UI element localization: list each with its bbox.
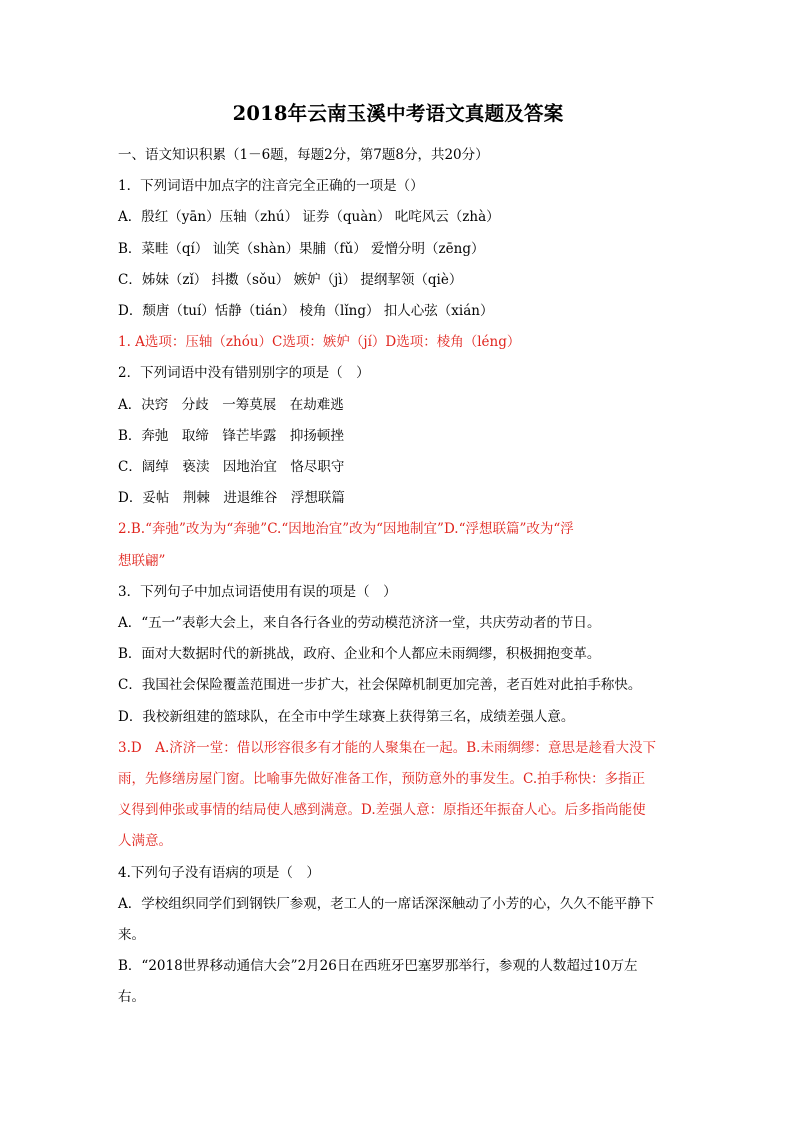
question-3-option-d: D．我校新组建的篮球队，在全市中学生球赛上获得第三名，成绩差强人意。 (118, 708, 575, 725)
question-2-option-d: D．妥帖 荆棘 进退维谷 浮想联篇 (118, 490, 345, 507)
question-2-option-a: A．决窍 分歧 一筹莫展 在劫难逃 (118, 396, 344, 413)
question-1-stem: 1．下列词语中加点字的注音完全正确的一项是（） (118, 178, 424, 195)
question-2-option-c: C．阔绰 亵渎 因地治宜 恪尽职守 (118, 459, 345, 476)
question-1-option-d: D．颓唐（tuí）恬静（tián） 棱角（lǐng） 扣人心弦（xián） (118, 303, 494, 320)
question-3-stem: 3．下列句子中加点词语使用有误的项是（ ） (118, 583, 397, 600)
question-3-option-c: C．我国社会保险覆盖范围进一步扩大，社会保障机制更加完善，老百姓对此拍手称快。 (118, 677, 642, 694)
question-3-answer-line-2: 雨，先修缮房屋门窗。比喻事先做好准备工作，预防意外的事发生。C.拍手称快：多指正 (118, 771, 646, 788)
question-4-option-b-line-2: 右。 (118, 989, 145, 1006)
question-1-answer: 1. A选项：压轴（zhóu）C选项：嫉妒（jí）D选项：棱角（léng） (118, 334, 521, 351)
document-page (118, 98, 678, 1014)
question-1-option-c: C．姊妹（zǐ） 抖擞（sǒu） 嫉妒（jì） 提纲挈领（qiè） (118, 271, 463, 288)
question-1-option-b: B．菜畦（qí） 讪笑（shàn）果脯（fǔ） 爱憎分明（zēng） (118, 240, 485, 257)
question-3-answer-line-4: 人满意。 (118, 833, 172, 850)
question-3-option-a: A．“五一”表彰大会上，来自各行各业的劳动模范济济一堂，共庆劳动者的节日。 (118, 615, 601, 632)
question-3-option-b: B．面对大数据时代的新挑战，政府、企业和个人都应未雨绸缪，积极拥抱变革。 (118, 646, 601, 663)
question-2-answer-line-1: 2.B.“奔弛”改为为“奔驰”C.“因地治宜”改为“因地制宜”D.“浮想联篇”改为“浮 (118, 521, 574, 538)
question-2-answer-line-2: 想联翩” (118, 552, 166, 569)
question-4-option-b-line-1: B．“2018世界移动通信大会”2月26日在西班牙巴塞罗那举行，参观的人数超过10万左 (118, 958, 638, 975)
question-2-option-b: B．奔弛 取缔 锋芒毕露 抑扬顿挫 (118, 427, 344, 444)
question-3-answer-line-3: 义得到伸张或事情的结局使人感到满意。D.差强人意：原指还年振奋人心。后多指尚能使 (118, 802, 646, 819)
question-4-option-a-line-1: A．学校组织同学们到钢铁厂参观，老工人的一席话深深触动了小芳的心，久久不能平静下 (118, 895, 655, 912)
document-title: 2018年云南玉溪中考语文真题及答案 (232, 102, 564, 125)
question-2-stem: 2．下列词语中没有错别别字的项是（ ） (118, 365, 370, 382)
question-1-option-a: A．殷红（yān）压轴（zhú） 证券（quàn） 叱咤风云（zhà） (118, 209, 500, 226)
question-4-option-a-line-2: 来。 (118, 927, 145, 944)
question-3-answer-line-1: 3.D A.济济一堂：借以形容很多有才能的人聚集在一起。B.未雨绸缪：意思是趁看大没下 (118, 739, 656, 756)
question-4-stem: 4.下列句子没有语病的项是（ ） (118, 864, 320, 881)
section-heading: 一、语文知识积累（1－6题，每题2分，第7题8分，共20分） (118, 147, 489, 163)
